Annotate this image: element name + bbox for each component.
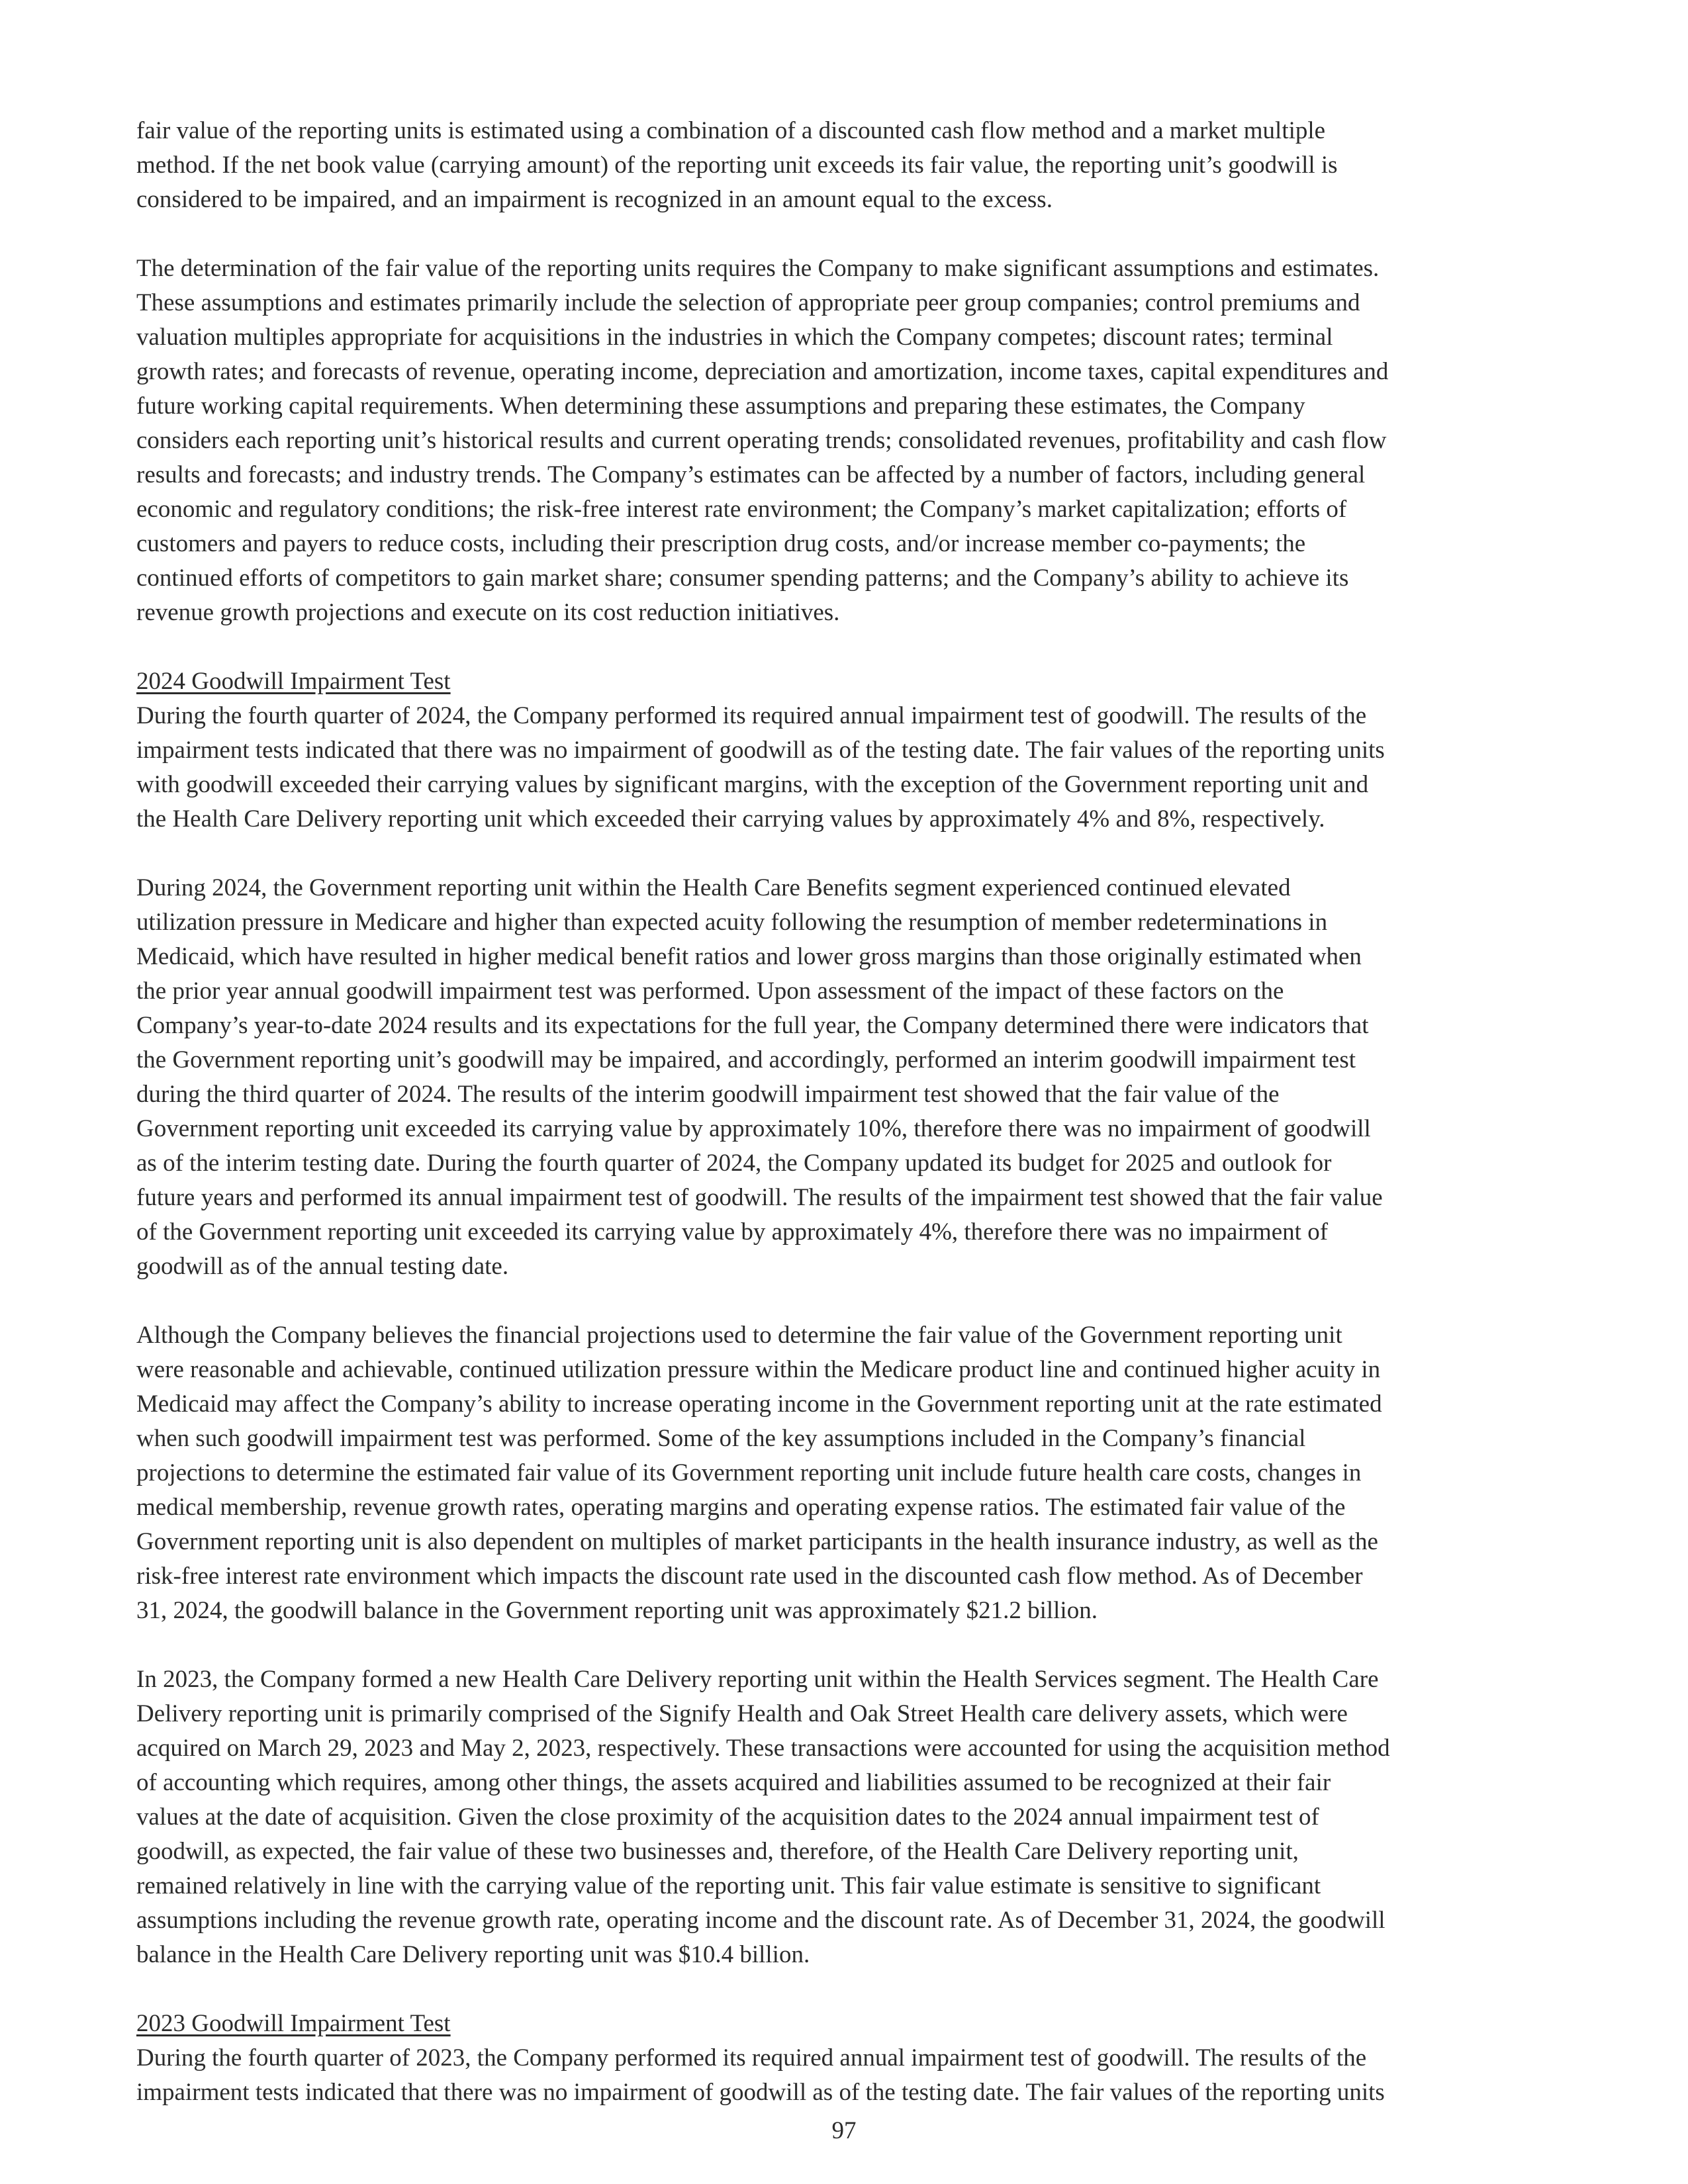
- section-heading-2023: 2023 Goodwill Impairment Test: [136, 2010, 451, 2037]
- text-line: During the fourth quarter of 2024, the Company performed its required annual impairment test of goodwill. The results of the: [136, 702, 1367, 729]
- text-line: assumptions including the revenue growth rate, operating income and the discount rate. As of December 31, 2024, the goodwill: [136, 1907, 1385, 1934]
- text-line: continued efforts of competitors to gain market share; consumer spending patterns; and the Company’s ability to achieve its: [136, 565, 1349, 592]
- text-line: with goodwill exceeded their carrying values by significant margins, with the exception of the Government reporting unit and: [136, 771, 1369, 798]
- text-line: projections to determine the estimated fair value of its Government reporting unit include future health care costs, changes in: [136, 1459, 1362, 1486]
- text-line: future working capital requirements. When determining these assumptions and preparing these estimates, the Company: [136, 392, 1305, 420]
- text-line: The determination of the fair value of the reporting units requires the Company to make significant assumptions and estimates.: [136, 255, 1380, 282]
- text-line: future years and performed its annual impairment test of goodwill. The results of the impairment test showed that the fair value: [136, 1184, 1383, 1211]
- text-line: medical membership, revenue growth rates, operating margins and operating expense ratios. The estimated fair value of the: [136, 1494, 1346, 1521]
- text-line: risk-free interest rate environment which impacts the discount rate used in the discounted cash flow method. As of December: [136, 1563, 1363, 1590]
- text-line: of accounting which requires, among other things, the assets acquired and liabilities assumed to be recognized at their fair: [136, 1769, 1331, 1796]
- text-line: During 2024, the Government reporting unit within the Health Care Benefits segment experienced continued elevated: [136, 874, 1291, 901]
- text-line: impairment tests indicated that there was no impairment of goodwill as of the testing date. The fair values of the reporting units: [136, 737, 1385, 764]
- section-2024-goodwill-test: [136, 664, 1560, 1972]
- text-line: During the fourth quarter of 2023, the Company performed its required annual impairment test of goodwill. The results of the: [136, 2044, 1367, 2071]
- text-line: Government reporting unit is also dependent on multiples of market participants in the health insurance industry, as well as the: [136, 1528, 1378, 1555]
- paragraph-2024-annual-test: [136, 699, 1560, 837]
- text-line: Delivery reporting unit is primarily comprised of the Signify Health and Oak Street Health care delivery assets, which were: [136, 1700, 1348, 1727]
- text-line: values at the date of acquisition. Given the close proximity of the acquisition dates to the 2024 annual impairment test of: [136, 1803, 1319, 1831]
- text-line: the prior year annual goodwill impairment test was performed. Upon assessment of the impact of these factors on the: [136, 978, 1284, 1005]
- text-line: results and forecasts; and industry trends. The Company’s estimates can be affected by a number of factors, including general: [136, 461, 1366, 488]
- text-line: 31, 2024, the goodwill balance in the Government reporting unit was approximately $21.2 billion.: [136, 1597, 1098, 1624]
- text-line: Government reporting unit exceeded its carrying value by approximately 10%, therefore there was no impairment of goodwill: [136, 1115, 1371, 1142]
- paragraph-2024-government-projections: [136, 1318, 1560, 1628]
- text-line: goodwill as of the annual testing date.: [136, 1253, 509, 1280]
- text-line: acquired on March 29, 2023 and May 2, 2023, respectively. These transactions were accounted for using the acquisition method: [136, 1735, 1390, 1762]
- text-line: Medicaid, which have resulted in higher medical benefit ratios and lower gross margins than those originally estimated when: [136, 943, 1362, 970]
- text-line: In 2023, the Company formed a new Health Care Delivery reporting unit within the Health Services segment. The Health Care: [136, 1666, 1379, 1693]
- text-line: the Government reporting unit’s goodwill may be impaired, and accordingly, performed an interim goodwill impairment test: [136, 1046, 1356, 1073]
- text-line: goodwill, as expected, the fair value of these two businesses and, therefore, of the Health Care Delivery reporting unit,: [136, 1838, 1299, 1865]
- section-heading-2024: 2024 Goodwill Impairment Test: [136, 668, 451, 695]
- paragraph-2024-health-care-delivery: [136, 1662, 1560, 1972]
- text-line: valuation multiples appropriate for acquisitions in the industries in which the Company competes; discount rates; terminal: [136, 324, 1333, 351]
- text-line: considered to be impaired, and an impairment is recognized in an amount equal to the excess.: [136, 186, 1053, 213]
- text-line: of the Government reporting unit exceeded its carrying value by approximately 4%, therefore there was no impairment of: [136, 1218, 1329, 1246]
- text-line: method. If the net book value (carrying amount) of the reporting unit exceeds its fair value, the reporting unit’s goodwill is: [136, 152, 1338, 179]
- text-line: during the third quarter of 2024. The results of the interim goodwill impairment test showed that the fair value of the: [136, 1081, 1280, 1108]
- text-line: growth rates; and forecasts of revenue, operating income, depreciation and amortization, income taxes, capital expenditures and: [136, 358, 1389, 385]
- text-line: impairment tests indicated that there was no impairment of goodwill as of the testing date. The fair values of the reporting units: [136, 2079, 1385, 2106]
- text-line: economic and regulatory conditions; the risk-free interest rate environment; the Company’s market capitalization; efforts of: [136, 496, 1347, 523]
- text-line: when such goodwill impairment test was performed. Some of the key assumptions included in the Company’s financial: [136, 1425, 1306, 1452]
- paragraph-2024-government-interim-test: [136, 871, 1560, 1284]
- text-line: balance in the Health Care Delivery reporting unit was $10.4 billion.: [136, 1941, 810, 1968]
- paragraph-assumptions-estimates: [136, 251, 1560, 630]
- text-line: These assumptions and estimates primarily include the selection of appropriate peer group companies; control premiums and: [136, 289, 1360, 316]
- text-line: fair value of the reporting units is estimated using a combination of a discounted cash flow method and a market multiple: [136, 117, 1326, 144]
- document-page: [136, 114, 1560, 2144]
- text-line: utilization pressure in Medicare and higher than expected acuity following the resumption of member redeterminations in: [136, 909, 1328, 936]
- paragraph-fair-value-method: [136, 114, 1560, 217]
- text-line: as of the interim testing date. During the fourth quarter of 2024, the Company updated its budget for 2025 and outlook for: [136, 1150, 1332, 1177]
- page-number: 97: [831, 2117, 857, 2144]
- text-line: Medicaid may affect the Company’s ability to increase operating income in the Government reporting unit at the rate estimated: [136, 1390, 1382, 1418]
- text-line: Company’s year-to-date 2024 results and its expectations for the full year, the Company determined there were indicators that: [136, 1012, 1369, 1039]
- text-line: revenue growth projections and execute on its cost reduction initiatives.: [136, 599, 840, 626]
- text-line: Although the Company believes the financial projections used to determine the fair value of the Government reporting unit: [136, 1322, 1342, 1349]
- text-line: the Health Care Delivery reporting unit which exceeded their carrying values by approximately 4% and 8%, respectively.: [136, 805, 1325, 833]
- section-2023-goodwill-test: [136, 2007, 1560, 2110]
- text-line: customers and payers to reduce costs, including their prescription drug costs, and/or increase member co-payments; the: [136, 530, 1306, 557]
- paragraph-2023-annual-test: [136, 2041, 1560, 2110]
- text-line: remained relatively in line with the carrying value of the reporting unit. This fair value estimate is sensitive to significant: [136, 1872, 1321, 1899]
- text-line: considers each reporting unit’s historical results and current operating trends; consolidated revenues, profitability and cash flow: [136, 427, 1387, 454]
- text-line: were reasonable and achievable, continued utilization pressure within the Medicare product line and continued higher acuity in: [136, 1356, 1381, 1383]
